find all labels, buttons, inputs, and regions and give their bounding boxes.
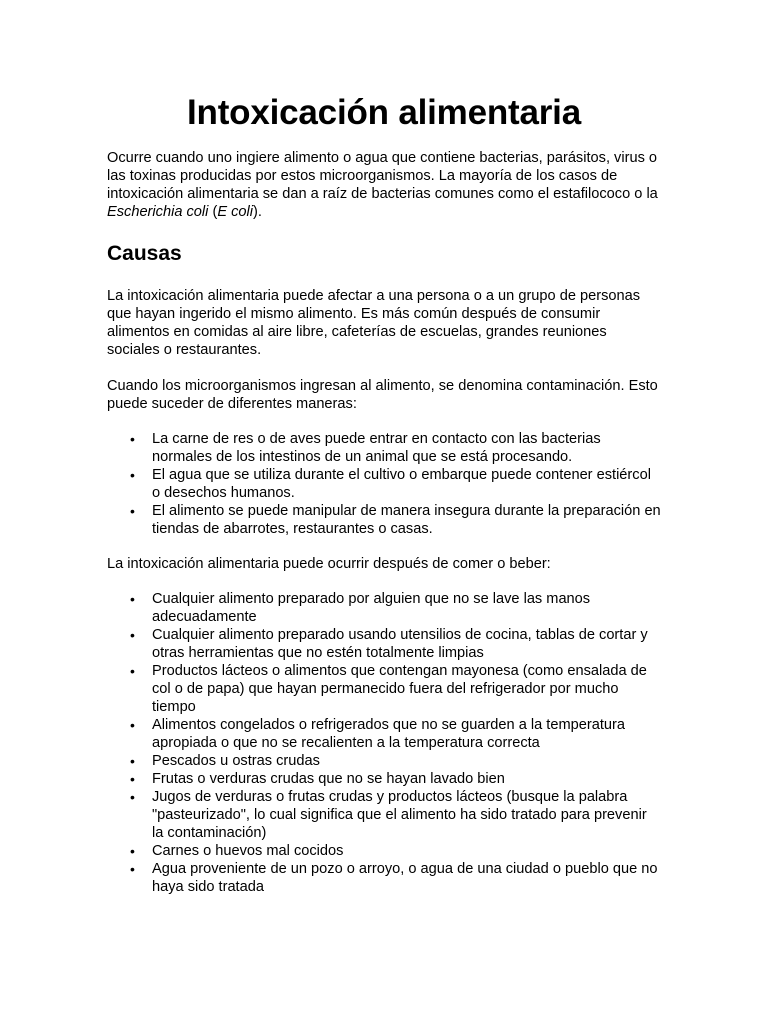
section-heading-causas: Causas [107, 242, 182, 265]
list-item [107, 466, 661, 502]
bullet-icon: • [130, 467, 135, 483]
risk-foods-list [107, 590, 661, 896]
bullet-icon: • [130, 431, 135, 447]
list-item [107, 590, 661, 626]
list-item-text: Pescados u ostras crudas [152, 753, 320, 769]
list-item [107, 752, 661, 770]
list-item [107, 716, 661, 752]
causas-paragraph-1: La intoxicación alimentaria puede afectar a una persona o a un grupo de personas que hayan ingerido el mismo alimento. Es más común después de consumir alimentos en comidas al aire libre, cafeterías de escuelas, grandes reuniones sociales o restaurantes. [107, 288, 641, 358]
intro-italic-escherichia: Escherichia coli [107, 204, 209, 220]
list-item [107, 860, 661, 896]
list-item-text: Cualquier alimento preparado usando utensilios de cocina, tablas de cortar y otras herramientas que no estén totalmente limpias [152, 627, 648, 661]
list-item [107, 770, 661, 788]
list-item-text: Alimentos congelados o refrigerados que no se guarden a la temperatura apropiada o que no se recalienten a la temperatura correcta [152, 717, 625, 751]
causas-paragraph-3: La intoxicación alimentaria puede ocurrir después de comer o beber: [107, 556, 551, 572]
bullet-icon: • [130, 771, 135, 787]
list-item-text: Jugos de verduras o frutas crudas y productos lácteos (busque la palabra "pasteurizado", lo cual significa que el alimento ha sido tratado para prevenir la contaminación) [152, 789, 647, 841]
list-item [107, 430, 661, 466]
intro-text-between: ( [208, 204, 218, 220]
list-item [107, 626, 661, 662]
page-title: Intoxicación alimentaria [187, 93, 581, 132]
intro-paragraph [107, 149, 661, 221]
list-item-text: El alimento se puede manipular de manera insegura durante la preparación en tiendas de abarrotes, restaurantes o casas. [152, 503, 661, 537]
list-item-text: Productos lácteos o alimentos que contengan mayonesa (como ensalada de col o de papa) que hayan permanecido fuera del refrigerador por mucho tiempo [152, 663, 647, 715]
list-item-text: El agua que se utiliza durante el cultivo o embarque puede contener estiércol o desechos humanos. [152, 467, 651, 501]
list-item [107, 662, 661, 716]
bullet-icon: • [130, 789, 135, 805]
bullet-icon: • [130, 627, 135, 643]
list-item-text: Carnes o huevos mal cocidos [152, 843, 344, 859]
bullet-icon: • [130, 717, 135, 733]
intro-text: Ocurre cuando uno ingiere alimento o agua que contiene bacterias, parásitos, virus o las toxinas producidas por estos microorganismos. La mayoría de los casos de intoxicación alimentaria se dan a raíz de bacterias comunes como el estafilococo o la [107, 150, 658, 202]
causas-paragraph-2: Cuando los microorganismos ingresan al alimento, se denomina contaminación. Esto puede suceder de diferentes maneras: [107, 378, 658, 412]
intro-italic-ecoli: E coli [217, 204, 253, 220]
bullet-icon: • [130, 663, 135, 679]
list-item-text: Frutas o verduras crudas que no se hayan lavado bien [152, 771, 505, 787]
bullet-icon: • [130, 861, 135, 877]
list-item-text: Cualquier alimento preparado por alguien que no se lave las manos adecuadamente [152, 591, 591, 625]
bullet-icon: • [130, 503, 135, 519]
contamination-list [107, 430, 661, 538]
list-item-text: La carne de res o de aves puede entrar en contacto con las bacterias normales de los intestinos de un animal que se está procesando. [152, 431, 601, 465]
list-item-text: Agua proveniente de un pozo o arroyo, o agua de una ciudad o pueblo que no haya sido tratada [152, 861, 658, 895]
list-item [107, 842, 661, 860]
intro-text-end: ). [253, 204, 262, 220]
bullet-icon: • [130, 753, 135, 769]
list-item [107, 502, 661, 538]
bullet-icon: • [130, 591, 135, 607]
bullet-icon: • [130, 843, 135, 859]
list-item [107, 788, 661, 842]
